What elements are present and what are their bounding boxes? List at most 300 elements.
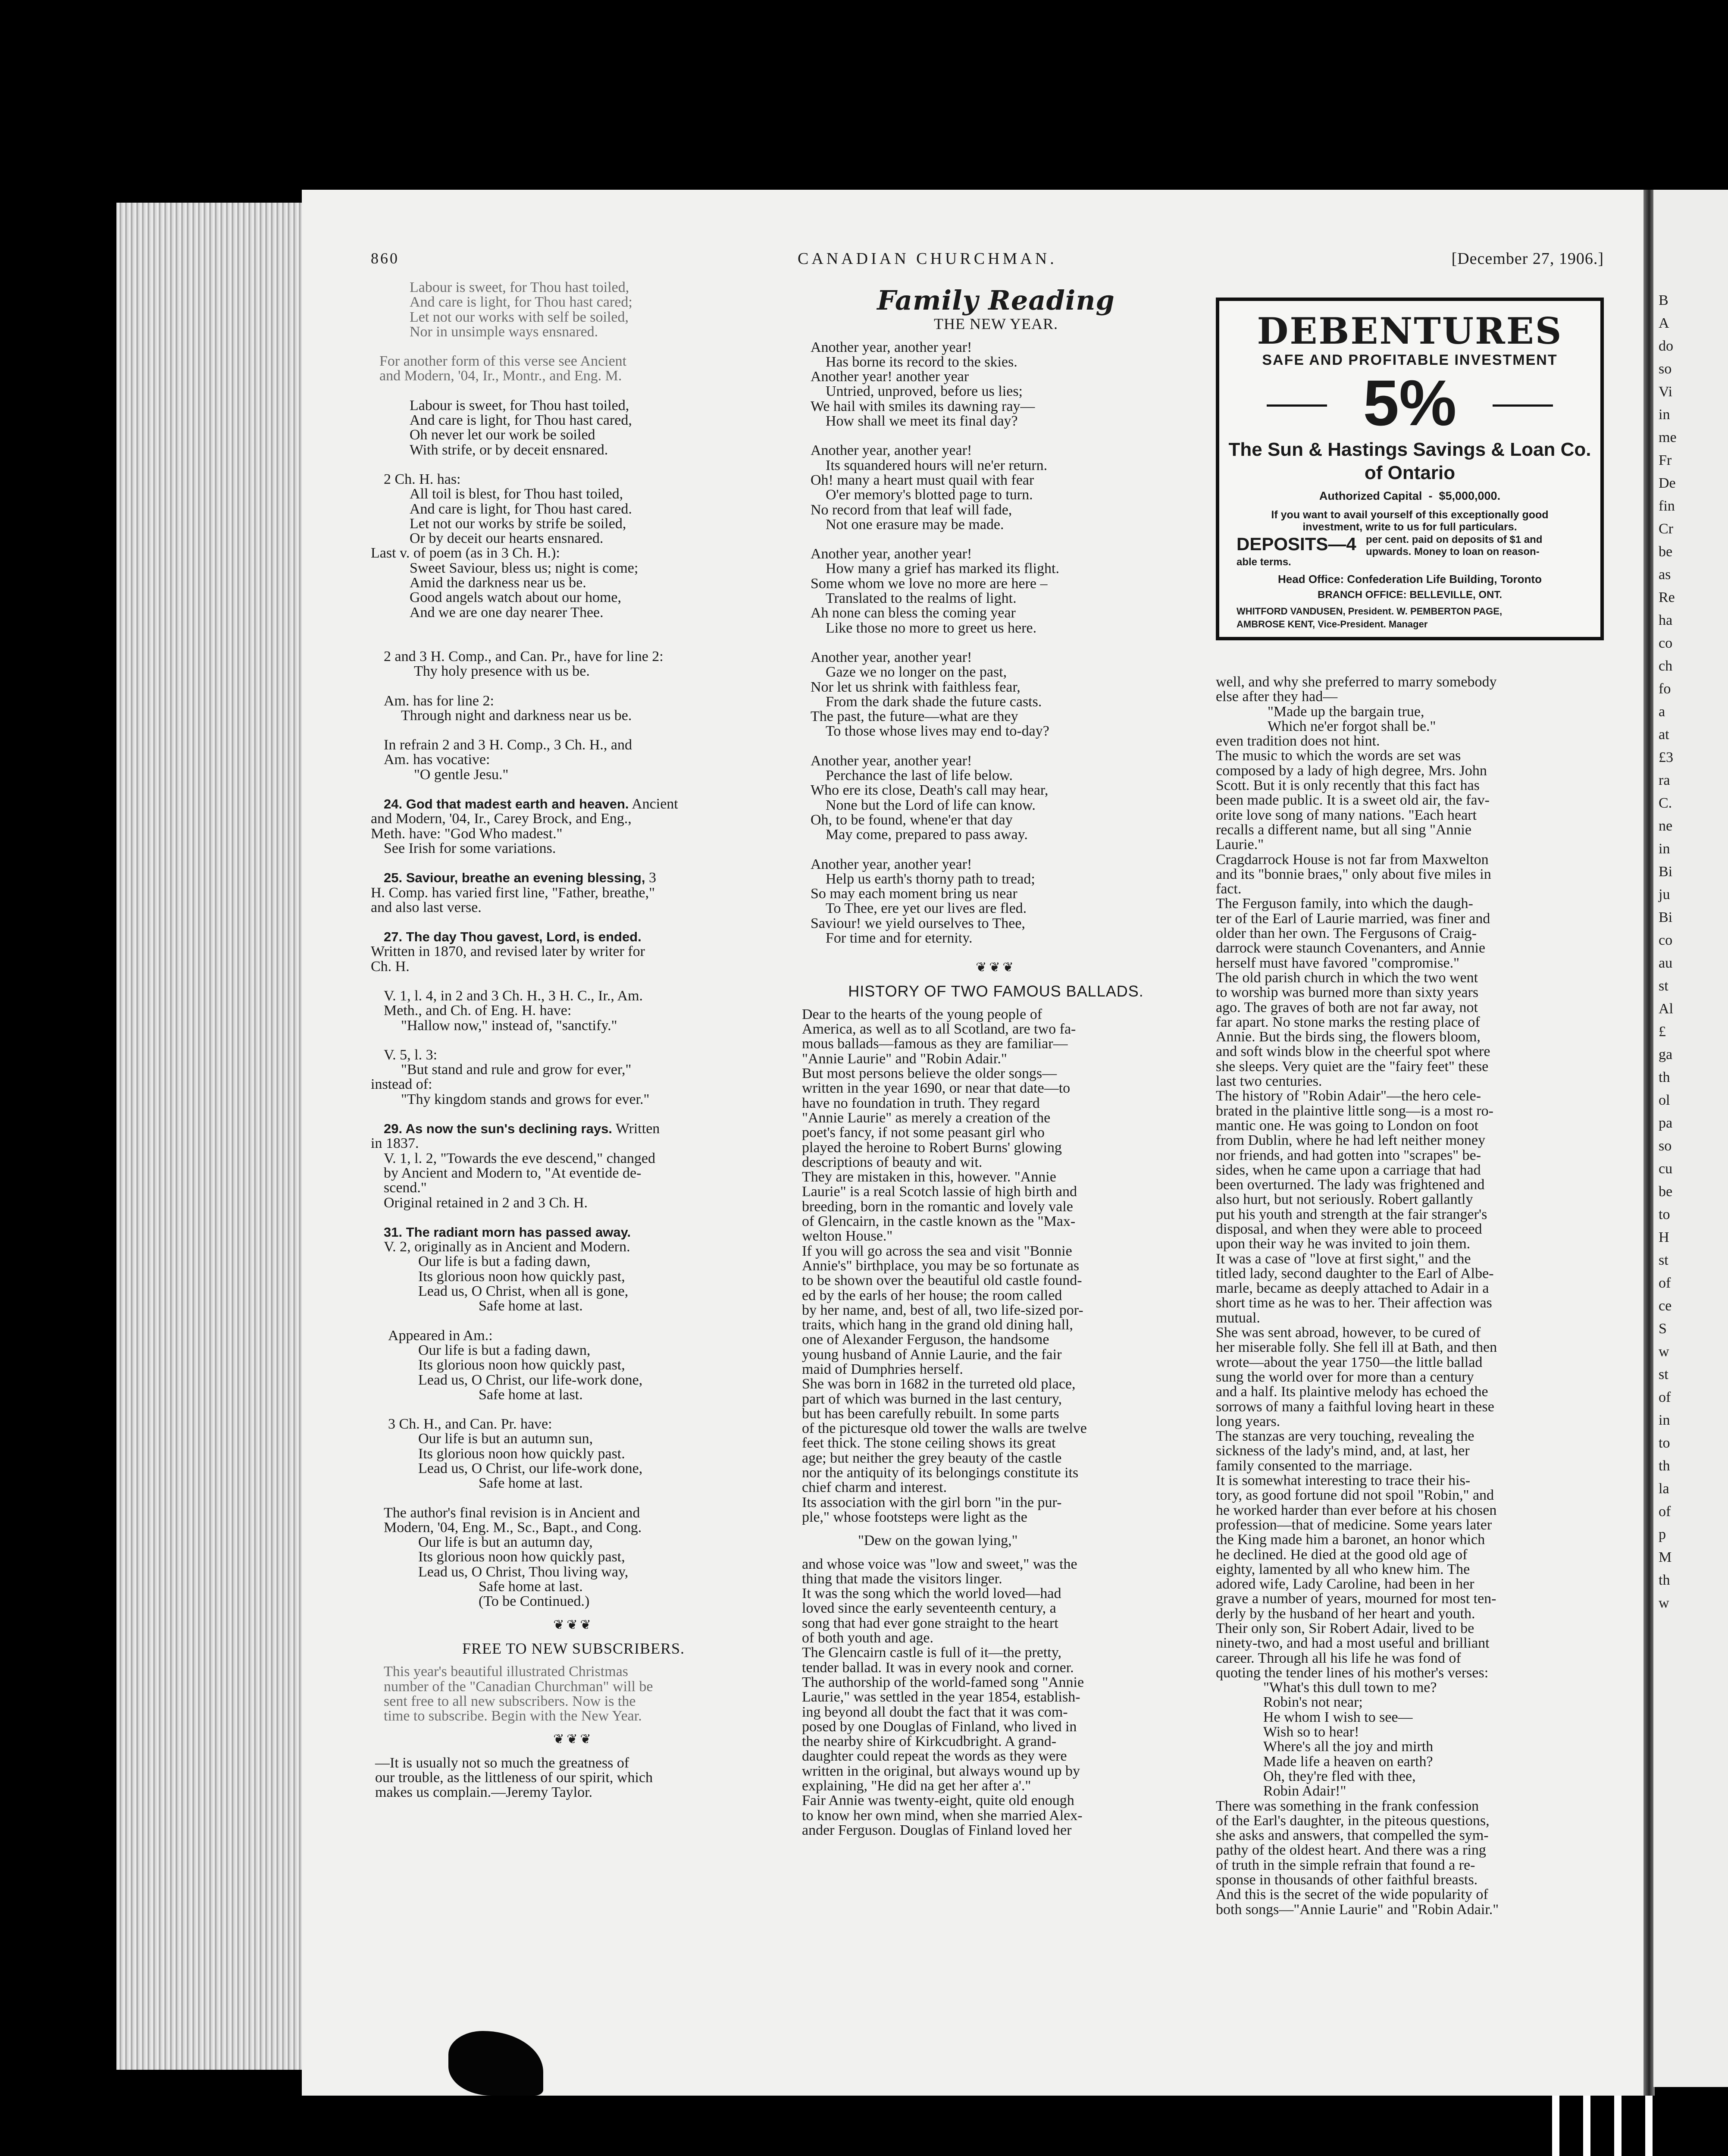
stanza-fading-dawn <box>371 1254 776 1313</box>
scan-edge-bars <box>1528 2096 1658 2156</box>
ballads-body <box>802 1007 1190 1525</box>
text-line: and whose voice was "low and sweet," was the <box>802 1556 1077 1572</box>
capital-label: Authorized Capital <box>1319 489 1422 502</box>
text-line: time to subscribe. Begin with the New Year. <box>384 1708 642 1724</box>
text-line: long years. <box>1216 1413 1280 1429</box>
instead-of: instead of: <box>371 1076 432 1093</box>
ad-branch-office: BRANCH OFFICE: BELLEVILLE, ONT. <box>1318 589 1502 601</box>
text-line: Lead us, O Christ, our life-work done, <box>418 1372 643 1388</box>
facing-page-text: in <box>1659 1412 1670 1428</box>
text-line: brated in the plaintive little song—is a most ro- <box>1216 1103 1493 1119</box>
facing-page-text: th <box>1659 1572 1670 1588</box>
text-line: of the picturesque old tower the walls are twelve <box>802 1420 1087 1437</box>
text-line: America, as well as to all Scotland, are two fa- <box>802 1021 1076 1037</box>
text-line: Oh, they're fled with thee, <box>1263 1768 1416 1784</box>
text-line: of Ontario <box>1364 462 1456 483</box>
ad-rate: 5% <box>1363 367 1457 439</box>
text-line: Our life is but a fading dawn, <box>418 1342 591 1358</box>
ch-h-intro: 2 Ch. H. has: <box>384 471 461 487</box>
text-line: even tradition does not hint. <box>1216 733 1380 749</box>
poem-line: Perchance the last of life below. <box>826 768 1013 784</box>
capital-value: $5,000,000. <box>1439 489 1501 502</box>
facing-page-text: co <box>1659 932 1673 948</box>
ad-capital: Authorized Capital - $5,000,000. <box>1319 489 1501 502</box>
text-line: upwards. Money to loan on reason- <box>1366 546 1540 558</box>
refrain-line: "O gentle Jesu." <box>414 766 509 783</box>
text-line: Its glorious noon how quickly past, <box>418 1549 625 1565</box>
text-line: chief charm and interest. <box>802 1479 947 1496</box>
poem-line: Its squandered hours will ne'er return. <box>826 457 1048 473</box>
item-25-title: 25. Saviour, breathe an evening blessing, <box>384 870 645 886</box>
poem-stanza <box>802 650 1190 739</box>
page-number: 860 <box>371 250 399 267</box>
column-hymn-notes: Labour is sweet, for Thou hast toiled, And care is light, for Thou hast cared; Let not our works with self be soiled, Nor in unsimple ways ensnared. For another form of this verse see Ancient and Modern, '04, Ir., Montr., and Eng. M. Labour is sweet, for Thou hast toiled, And care is light, for Thou hast cared, Oh never let our work be soiled With strife, or by deceit ensnared. 2 Ch. H. has: All toil is blest, for Thou hast toiled, And care is light, for Thou hast cared. Let not our works by strife be soiled, Or by deceit our hearts ensnared. Last v. of poem (as in 3 Ch. H.): Sweet Saviour, bless us; night is come; Amid the darkness near us be. Good angels watch about our home, And we are one day nearer Thee. 2 and 3 H. Comp., and Can. Pr., have for line 2: Thy holy presence with us be. Am. has for line 2: Through night and darkness near us be. In refrain 2 and 3 H. Comp., 3 Ch. H., and Am. has vocative: "O gentle Jesu." 24. God that madest earth and heaven. Ancient and Modern, '04, Ir., Carey Brock, and Eng., Meth. have: "God Who madest." See Irish for some variations. 25. Saviour, breathe an evening blessing, 3 H. Comp. has varied first line, "Father, breathe," and also last verse. 27. The day Thou gavest, Lord, is ended. Written in 1870, and revised later by writer for Ch. H. V. 1, l. 4, in 2 and 3 Ch. H., 3 H. C., Ir., Am. Meth., and Ch. of Eng. H. have: "Hallow now," instead of, "sanctify." V. 5, l. 3: "But stand and rule and grow for ever," instead of: "Thy kingdom stands and grows for ever." 29. As now the sun's declining rays. Written in 1837. V. 1, l. 2, "Towards the eve descend," changed by Ancient and Modern to, "At eventide de- scend." Original retained in 2 and 3 Ch. H. 31. The radiant morn has passed away. V. 2, originally as in Ancient and Modern. Our life is but a fading dawn, Its glorious noon how quickly past, Lead us, O Christ, when all is gone, Safe home at last. Appeared in Am.: Our life is but a fading dawn, Its glorious noon how quickly past, Lead us, O Christ, our life-work done, Safe home at last. 3 Ch. H., and Can. Pr. have: Our life is but an autumn sun, Its glorious noon how quickly past. Lead us, O Christ, our life-work done, Safe home at last. The author's final revision is in Ancient and Modern, '04, Eng. M., Sc., Bapt., and Cong. Our life is but an autumn day, Its glorious noon how quickly past, Lead us, O Christ, Thou living way, Safe home at last. (To be Continued.) ❦❦❦ FREE TO NEW SUBSCRIBERS. This year's beautiful illustrated Christmas number of the "Canadian Churchman" will be sent free to all new subscribers. Now is the time to subscribe. Begin with the New Year. ❦❦❦ —It is usually not so much the greatness of our trouble, as the littleness of our spirit, which makes us complain.—Jeremy Taylor. <box>371 280 776 1800</box>
ballads-heading: HISTORY OF TWO FAMOUS BALLADS. <box>848 982 1144 1000</box>
ballads-cont-intro <box>1216 675 1604 705</box>
ad-officers <box>1237 605 1590 631</box>
ballads-cont-end <box>1216 1799 1604 1917</box>
text-line: Robin Adair!" <box>1263 1783 1346 1799</box>
text-line: ed by the earls of her house; the room called <box>802 1287 1062 1304</box>
text-line: feet thick. The stone ceiling shows its great <box>802 1435 1056 1451</box>
poem-line: Oh! many a heart must quail with fear <box>811 472 1034 488</box>
poem-line: Nor let us shrink with faithless fear, <box>811 679 1021 695</box>
v1-line: "Hallow now," instead of, "sanctify." <box>401 1017 617 1034</box>
item-27-rest <box>371 944 776 974</box>
text-line: scend." <box>384 1180 427 1196</box>
text-line: Let not our works with self be soiled, <box>410 309 629 325</box>
text-line: She was sent abroad, however, to be cured of <box>1216 1325 1481 1341</box>
text-line: of Glencairn, in the castle known as the "Max- <box>802 1213 1076 1230</box>
text-line: and its "bonnie braes," only about five miles in <box>1216 866 1491 882</box>
ad-terms: able terms. <box>1237 556 1291 568</box>
item-24-title: 24. God that madest earth and heaven. <box>384 796 629 812</box>
issue-date: [December 27, 1906.] <box>1451 250 1604 268</box>
text-line: loved since the early seventeenth century, a <box>802 1600 1056 1617</box>
text-line: Wish so to hear! <box>1263 1724 1359 1740</box>
facing-page-text: S <box>1659 1321 1667 1337</box>
facing-page-text: fo <box>1659 681 1671 697</box>
ad-title: DEBENTURES <box>1257 310 1563 352</box>
text-line: Annie's" birthplace, you may be so fortunate as <box>802 1257 1080 1274</box>
poem-line: To Thee, ere yet our lives are fled. <box>826 900 1027 917</box>
to-be-continued: (To be Continued.) <box>479 1593 590 1610</box>
text-line: Made life a heaven on earth? <box>1263 1753 1433 1770</box>
poem-line: Not one erasure may be made. <box>826 516 1004 533</box>
text-line: ander Ferguson. Douglas of Finland loved her <box>802 1822 1072 1838</box>
facing-page-text: ga <box>1659 1047 1673 1062</box>
text-line: profession—that of medicine. Some years later <box>1216 1517 1492 1533</box>
poem-line: To those whose lives may end to-day? <box>826 723 1049 740</box>
poem-stanza <box>802 340 1190 429</box>
text-line: been made public. It is a sweet old air, the fav- <box>1216 792 1490 808</box>
stanza-am <box>371 1343 776 1402</box>
poem-line: The past, the future—what are they <box>811 708 1018 725</box>
text-line: nor friends, and had gotten into "scrapes" be- <box>1216 1147 1481 1163</box>
text-line: Labour is sweet, for Thou hast toiled, <box>410 397 629 414</box>
poem-stanza <box>802 754 1190 843</box>
text-line: Nor in unsimple ways ensnared. <box>410 323 598 340</box>
last-verse-note: Last v. of poem (as in 3 Ch. H.): <box>371 545 560 561</box>
text-line: Good angels watch about our home, <box>410 589 621 606</box>
text-line: descriptions of beauty and wit. <box>802 1154 983 1170</box>
book-page-edges <box>116 203 315 2070</box>
facing-page-text: ol <box>1659 1092 1670 1108</box>
poem-line: From the dark shade the future casts. <box>826 693 1042 710</box>
text-line: Its glorious noon how quickly past, <box>418 1268 625 1285</box>
facing-page-text: w <box>1659 1595 1669 1611</box>
facing-page-text: Fr <box>1659 452 1672 468</box>
text-line: Safe home at last. <box>479 1579 583 1595</box>
text-line: by her name, and, best of all, two life-sized por- <box>802 1302 1083 1318</box>
text-line: played the heroine to Robert Burns' glowing <box>802 1139 1062 1156</box>
text-line: tender ballad. It was in every nook and corner. <box>802 1659 1074 1676</box>
text-line: adored wife, Lady Caroline, had been in her <box>1216 1576 1474 1592</box>
facing-page-text: of <box>1659 1389 1671 1405</box>
facing-page-text: Vi <box>1659 384 1672 400</box>
text-line: mous ballads—famous as they are familiar— <box>802 1036 1068 1052</box>
stanza-labour <box>371 398 776 458</box>
text-line: herself must have favored "compromise." <box>1216 955 1459 971</box>
stanza-top <box>371 280 776 339</box>
debentures-ad <box>1216 298 1604 640</box>
text-line: mantic one. He was going to London on foot <box>1216 1117 1479 1134</box>
text-line: older than her own. The Fergusons of Craig- <box>1216 925 1477 942</box>
text-line: one of Alexander Ferguson, the handsome <box>802 1332 1049 1348</box>
text-line: Let not our works by strife be soiled, <box>410 515 626 532</box>
text-line: Its association with the girl born "in the pur- <box>802 1494 1062 1510</box>
text-line: Meth., and Ch. of Eng. H. have: <box>384 1003 572 1019</box>
facing-page-text: A <box>1659 315 1669 331</box>
text-line: ple," whose footsteps were light as the <box>802 1509 1027 1525</box>
poem-line: Who ere its close, Death's call may hear, <box>811 782 1049 799</box>
text-line: breeding, born in the romantic and lovely vale <box>802 1198 1073 1215</box>
page-header <box>371 249 1604 271</box>
text-line: WHITFORD VANDUSEN, President. W. PEMBERTON PAGE, <box>1237 606 1503 617</box>
text-line: the King made him a baronet, an honor which <box>1216 1532 1485 1548</box>
text-line: sorrows of many a faithful loving heart in these <box>1216 1398 1494 1415</box>
poem-line: Another year! another year <box>811 369 969 385</box>
text-line: Which ne'er forgot shall be." <box>1268 718 1436 734</box>
text-line: darrock were staunch Covenanters, and Annie <box>1216 940 1485 956</box>
text-line: poet's fancy, if not some peasant girl who <box>802 1125 1045 1141</box>
final-revision-note <box>371 1506 776 1536</box>
ad-deposits-detail <box>1366 534 1590 558</box>
poem-line: Some whom we love no more are here – <box>811 575 1048 592</box>
text-line: Written in 1870, and revised later by writer for <box>371 943 645 960</box>
text-line: our trouble, as the littleness of our spirit, which <box>375 1770 653 1786</box>
text-line: If you want to avail yourself of this exceptionally good <box>1271 509 1549 521</box>
poem-line: Another year, another year! <box>811 752 972 769</box>
facing-page-text: as <box>1659 567 1671 583</box>
text-line: wrote—about the year 1750—the little ballad <box>1216 1354 1483 1370</box>
section-title: Family Reading <box>877 285 1115 316</box>
poem-stanza <box>802 443 1190 532</box>
facing-page-text: De <box>1659 475 1676 491</box>
text-line: V. 1, l. 4, in 2 and 3 Ch. H., 3 H. C., Ir., Am. <box>384 987 643 1004</box>
text-line: And we are one day nearer Thee. <box>410 604 604 620</box>
refrain-note <box>371 738 776 768</box>
facing-page-text: ne <box>1659 818 1673 834</box>
text-line: The music to which the words are set was <box>1216 748 1461 764</box>
facing-page-text: Al <box>1659 1001 1673 1017</box>
text-line: far apart. No stone marks the resting place of <box>1216 1014 1480 1030</box>
facing-page-text: Cr <box>1659 521 1673 537</box>
text-line: posed by one Douglas of Finland, who lived in <box>802 1718 1077 1735</box>
text-line: Annie. But the birds sing, the flowers bloom, <box>1216 1029 1481 1045</box>
facing-page-text: H <box>1659 1229 1669 1245</box>
text-line: he declined. He died at the good old age of <box>1216 1546 1468 1563</box>
text-line: "Annie Laurie" and "Robin Adair." <box>802 1050 1007 1067</box>
facing-page-text: me <box>1659 429 1677 445</box>
poem-line: May come, prepared to pass away. <box>826 827 1028 843</box>
text-line: The authorship of the world-famed song "Annie <box>802 1674 1084 1690</box>
text-line: maid of Dumphries herself. <box>802 1361 963 1377</box>
facing-page-text: ha <box>1659 612 1673 628</box>
text-line: upon their way he was invited to join them. <box>1216 1236 1471 1252</box>
facing-page-text: p <box>1659 1526 1666 1542</box>
text-line: nor the antiquity of its belongings constitute its <box>802 1465 1079 1481</box>
text-line: from Dublin, where he had left neither money <box>1216 1132 1486 1149</box>
text-line: Robin's not near; <box>1263 1694 1363 1711</box>
facing-page-text: cu <box>1659 1161 1673 1177</box>
text-line: of truth in the simple refrain that found a re- <box>1216 1857 1475 1873</box>
free-subscribers-body <box>371 1664 776 1724</box>
text-line: her miserable folly. She fell ill at Bath, and then <box>1216 1339 1497 1356</box>
text-line: Ch. H. <box>371 958 410 975</box>
text-line: The stanzas are very touching, revealing the <box>1216 1428 1474 1445</box>
facing-page-text: th <box>1659 1069 1670 1085</box>
text-line: With strife, or by deceit ensnared. <box>410 442 608 458</box>
text-line: short time as he was to her. Their affection was <box>1216 1295 1492 1311</box>
text-line: ter of the Earl of Laurie married, was finer and <box>1216 910 1490 927</box>
text-line: All toil is blest, for Thou hast toiled, <box>410 486 623 502</box>
text-line: This year's beautiful illustrated Christmas <box>384 1664 629 1680</box>
stanza-autumn-sun <box>371 1432 776 1491</box>
poem-line: Another year, another year! <box>811 856 972 872</box>
text-line: of the Earl's daughter, in the piteous questions, <box>1216 1812 1490 1829</box>
text-line: pathy of the oldest heart. And there was a ring <box>1216 1842 1486 1858</box>
v5-note: V. 5, l. 3: <box>384 1047 438 1063</box>
jeremy-taylor-quote <box>371 1756 776 1800</box>
text-line: It was a case of "love at first sight," and the <box>1216 1250 1471 1267</box>
text-line: The author's final revision is in Ancient and <box>384 1504 640 1521</box>
verse-robin-adair <box>1216 1680 1604 1799</box>
poem-line: Untried, unproved, before us lies; <box>826 383 1023 400</box>
facing-page-text: of <box>1659 1504 1671 1520</box>
facing-page-text: w <box>1659 1344 1669 1360</box>
ad-deposits: DEPOSITS—4 <box>1237 534 1356 554</box>
facing-page-text: au <box>1659 955 1673 971</box>
text-line: orite love song of many nations. "Each heart <box>1216 807 1477 823</box>
ad-company <box>1219 438 1600 485</box>
item-29-title: 29. As now the sun's declining rays. <box>384 1121 612 1137</box>
text-line: "Annie Laurie" as merely a creation of the <box>802 1109 1051 1126</box>
text-line: derly by the husband of her heart and youth. <box>1216 1605 1475 1622</box>
free-subscribers-heading: FREE TO NEW SUBSCRIBERS. <box>462 1639 685 1657</box>
poem-line: Has borne its record to the skies. <box>826 354 1017 370</box>
poem-line: Help us earth's thorny path to tread; <box>826 871 1035 887</box>
text-line: disposal, and when they were able to proceed <box>1216 1221 1482 1237</box>
poem-line: Another year, another year! <box>811 339 972 355</box>
text-line: both songs—"Annie Laurie" and "Robin Adair." <box>1216 1901 1499 1918</box>
item-24-first: Ancient <box>632 796 678 812</box>
text-line: by Ancient and Modern to, "At eventide de- <box>384 1165 642 1181</box>
text-line: part of which was burned in the last century, <box>802 1391 1062 1407</box>
text-line: And care is light, for Thou hast cared. <box>410 501 632 517</box>
text-line: to know her own mind, when she married Alex- <box>802 1807 1083 1824</box>
ornament: ❦❦❦ <box>976 960 1016 975</box>
facing-page-text: £3 <box>1659 749 1673 765</box>
text-line: Amid the darkness near us be. <box>410 575 586 591</box>
text-line: Laurie," was settled in the year 1854, establish- <box>802 1689 1080 1705</box>
text-line: sides, when he came upon a carriage that had <box>1216 1162 1481 1178</box>
stanza-toil <box>371 487 776 546</box>
text-line: he worked harder than ever before at his chosen <box>1216 1502 1497 1518</box>
text-line: The Glencairn castle is full of it—the pretty, <box>802 1645 1062 1661</box>
text-line: have no foundation in truth. They regard <box>802 1095 1040 1111</box>
poem-the-new-year <box>802 340 1190 961</box>
text-line: —It is usually not so much the greatness of <box>375 1755 629 1771</box>
text-line: but has been carefully rebuilt. In some parts <box>802 1405 1059 1422</box>
facing-page-text: to <box>1659 1206 1670 1222</box>
text-line: "What's this dull town to me? <box>1263 1680 1437 1696</box>
appeared-note: Appeared in Am.: <box>388 1327 493 1344</box>
text-line: career. Through all his life he was fond of <box>1216 1650 1461 1666</box>
text-line: For another form of this verse see Ancient <box>379 353 627 370</box>
facing-page-text: Bi <box>1659 864 1673 880</box>
facing-page-text: st <box>1659 1366 1669 1382</box>
text-line: Our life is but an autumn sun, <box>418 1431 593 1447</box>
text-line: ninety-two, and had a most useful and brilliant <box>1216 1635 1490 1651</box>
text-line: If you will go across the sea and visit "Bonnie <box>802 1243 1072 1259</box>
ballads-cont-body <box>1216 734 1604 1680</box>
text-line: young husband of Annie Laurie, and the fair <box>802 1346 1062 1363</box>
facing-page-text: ch <box>1659 658 1673 674</box>
text-line: composed by a lady of high degree, Mrs. John <box>1216 762 1487 779</box>
text-line: ing beyond all doubt the fact that it was com- <box>802 1704 1068 1720</box>
facing-page-text: fin <box>1659 498 1675 514</box>
text-line: AMBROSE KENT, Vice-President. Manager <box>1237 619 1428 630</box>
text-line: written in the year 1690, or near that date—to <box>802 1080 1071 1097</box>
facing-page-text: a <box>1659 704 1665 720</box>
text-line: sponse in thousands of other faithful breasts. <box>1216 1872 1478 1888</box>
text-line: welton House." <box>802 1228 893 1244</box>
text-line: Their only son, Sir Robert Adair, lived to be <box>1216 1620 1474 1636</box>
poem-line: Oh, to be found, whene'er that day <box>811 812 1013 828</box>
facing-page-text: Bi <box>1659 909 1673 925</box>
text-line: The history of "Robin Adair"—the hero cele- <box>1216 1088 1481 1104</box>
poem-line: For time and for eternity. <box>826 930 973 946</box>
text-line: V. 1, l. 2, "Towards the eve descend," changed <box>384 1150 655 1166</box>
v5-original: "Thy kingdom stands and grows for ever." <box>401 1091 650 1107</box>
text-line: sung the world over for more than a century <box>1216 1369 1474 1385</box>
poem-line: Like those no more to greet us here. <box>826 620 1037 636</box>
poem-line: Saviour! we yield ourselves to Thee, <box>811 915 1025 931</box>
ballads-body-cont <box>802 1557 1190 1838</box>
text-line: fact. <box>1216 881 1242 897</box>
facing-page-text: ra <box>1659 772 1670 788</box>
text-line: age; but neither the grey beauty of the castle <box>802 1450 1062 1466</box>
ad-offer <box>1219 509 1600 533</box>
facing-page-text: of <box>1659 1275 1671 1291</box>
poem-line: How shall we meet its final day? <box>826 413 1018 429</box>
poem-stanza <box>802 547 1190 636</box>
text-line: Cragdarrock House is not far from Maxwelton <box>1216 851 1489 868</box>
comp-line: Thy holy presence with us be. <box>414 663 590 680</box>
poem-line: Translated to the realms of light. <box>826 590 1017 607</box>
running-title: CANADIAN CHURCHMAN. <box>798 250 1057 268</box>
text-line: Dear to the hearts of the young people of <box>802 1006 1042 1022</box>
facing-page-text: in <box>1659 841 1670 857</box>
text-line: There was something in the frank confession <box>1216 1798 1479 1814</box>
text-line: song that had ever gone straight to the heart <box>802 1615 1058 1631</box>
stanza-autumn-day <box>371 1535 776 1594</box>
text-line: Sweet Saviour, bless us; night is come; <box>410 560 639 576</box>
poem-line: Gaze we no longer on the past, <box>826 664 1007 680</box>
facing-page-text: be <box>1659 1184 1673 1200</box>
text-line: She was born in 1682 in the turreted old place, <box>802 1376 1076 1392</box>
poem-title: THE NEW YEAR. <box>934 315 1058 333</box>
text-line: titled lady, second daughter to the Earl of Albe- <box>1216 1265 1494 1282</box>
text-line: number of the "Canadian Churchman" will be <box>384 1678 653 1695</box>
ornament: ❦❦❦ <box>553 1732 594 1747</box>
ornament: ❦❦❦ <box>553 1617 594 1633</box>
text-line: It is somewhat interesting to trace their his- <box>1216 1473 1471 1489</box>
ch-can-note: 3 Ch. H., and Can. Pr. have: <box>388 1416 552 1432</box>
facing-page-text: th <box>1659 1458 1670 1474</box>
item-24-line: and Modern, '04, Ir., Carey Brock, and Eng., <box>371 811 632 827</box>
text-line: sickness of the lady's mind, and, at last, her <box>1216 1443 1470 1459</box>
text-line: Scott. But it is only recently that this fact has <box>1216 777 1480 794</box>
text-line: she asks and answers, that compelled the sym- <box>1216 1827 1489 1844</box>
item-29-year: in 1837. <box>371 1135 419 1152</box>
text-line: The Sun & Hastings Savings & Loan Co. <box>1228 439 1591 460</box>
text-line: The old parish church in which the two went <box>1216 969 1478 986</box>
text-line: It was the song which the world loved—had <box>802 1586 1061 1602</box>
facing-page-text: £ <box>1659 1024 1666 1040</box>
text-line: Am. has vocative: <box>384 752 490 768</box>
text-line: sent free to all new subscribers. Now is the <box>384 1693 636 1709</box>
text-line: investment, write to us for full particulars. <box>1302 521 1517 533</box>
text-line: grave a number of years, mourned for most ten- <box>1216 1591 1496 1607</box>
facing-page-fragment <box>1653 190 1728 2087</box>
comp-note: 2 and 3 H. Comp., and Can. Pr., have for line 2: <box>384 648 664 664</box>
text-line: Modern, '04, Eng. M., Sc., Bapt., and Cong. <box>384 1519 642 1536</box>
facing-page-text: to <box>1659 1435 1670 1451</box>
text-line: and soft winds blow in the cheerful spot where <box>1216 1044 1490 1060</box>
text-line: Original retained in 2 and 3 Ch. H. <box>384 1194 588 1211</box>
text-line: daughter could repeat the words as they were <box>802 1748 1067 1764</box>
text-line: ago. The graves of both are not far away, not <box>1216 999 1478 1015</box>
facing-page-text: in <box>1659 407 1670 423</box>
text-line: In refrain 2 and 3 H. Comp., 3 Ch. H., and <box>384 737 632 753</box>
verse-bargain <box>1216 705 1604 734</box>
text-line: per cent. paid on deposits of $1 and <box>1366 534 1543 545</box>
text-line: thing that made the visitors linger. <box>802 1570 1002 1587</box>
text-line: "Made up the bargain true, <box>1268 703 1424 720</box>
facing-page-text: co <box>1659 635 1673 651</box>
poem-line: Ah none can bless the coming year <box>811 605 1016 621</box>
poem-line: None but the Lord of life can know. <box>826 797 1036 813</box>
text-line: and Modern, '04, Ir., Montr., and Eng. M. <box>379 368 622 384</box>
facing-page-text: st <box>1659 1252 1669 1268</box>
poem-line: Another year, another year! <box>811 546 972 562</box>
text-line: of both youth and age. <box>802 1630 933 1646</box>
text-line: marle, became as deeply attached to Adair in a <box>1216 1280 1489 1297</box>
poem-line: O'er memory's blotted page to turn. <box>826 487 1033 503</box>
text-line: Where's all the joy and mirth <box>1263 1739 1434 1755</box>
